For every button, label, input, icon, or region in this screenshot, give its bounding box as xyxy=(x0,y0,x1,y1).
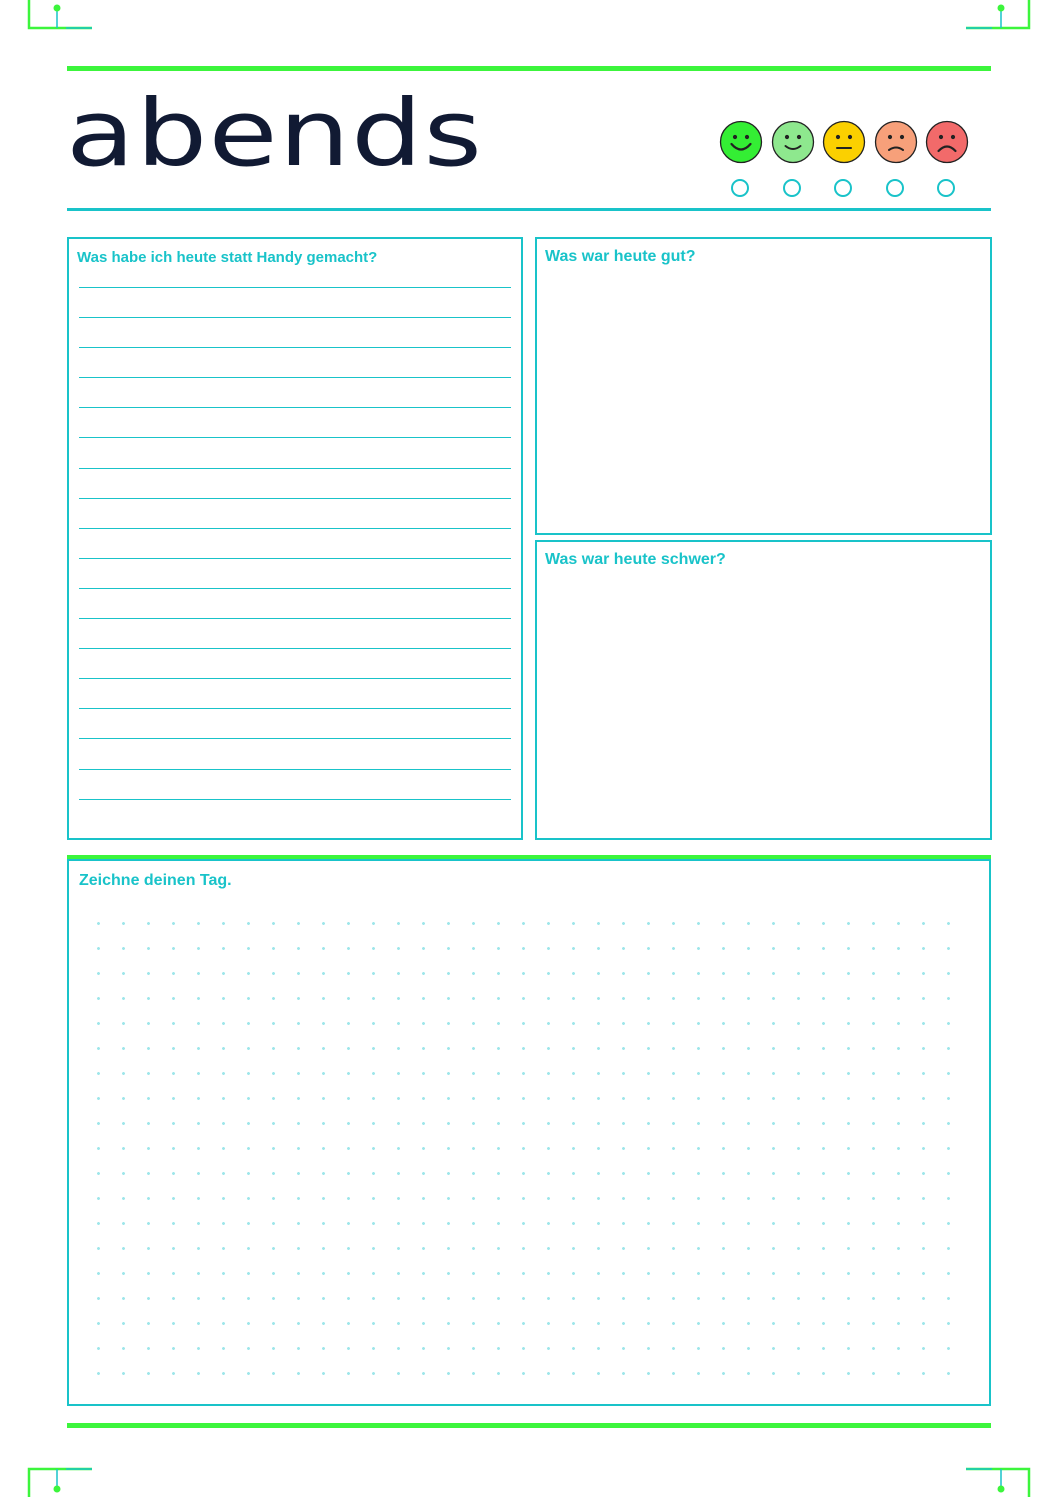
good-today-box[interactable] xyxy=(535,237,992,535)
writing-line xyxy=(79,407,511,408)
hard-today-title: Was war heute schwer? xyxy=(545,551,726,568)
very-sad-face-icon xyxy=(925,120,969,164)
instead-of-phone-box[interactable] xyxy=(67,237,523,840)
writing-line xyxy=(79,377,511,378)
sad-face-icon xyxy=(874,120,918,164)
writing-line xyxy=(79,528,511,529)
writing-line xyxy=(79,588,511,589)
neutral-face-icon xyxy=(822,120,866,164)
writing-line xyxy=(79,708,511,709)
corner-mark-bottom-left xyxy=(26,1465,96,1497)
writing-line xyxy=(79,347,511,348)
top-green-rule xyxy=(67,66,991,71)
writing-line xyxy=(79,738,511,739)
writing-line xyxy=(79,678,511,679)
writing-line xyxy=(79,799,511,800)
writing-line xyxy=(79,498,511,499)
writing-line xyxy=(79,468,511,469)
header-divider xyxy=(67,208,991,211)
draw-day-box[interactable] xyxy=(67,859,991,1406)
mood-radio-very-happy[interactable] xyxy=(731,179,749,197)
dot-grid xyxy=(86,911,972,1394)
writing-line xyxy=(79,769,511,770)
corner-mark-top-left xyxy=(26,0,96,32)
good-today-title: Was war heute gut? xyxy=(545,248,696,265)
writing-line xyxy=(79,437,511,438)
corner-mark-top-right xyxy=(962,0,1032,32)
writing-line xyxy=(79,287,511,288)
page-title: abends xyxy=(66,80,484,187)
corner-mark-bottom-right xyxy=(962,1465,1032,1497)
mood-radio-sad[interactable] xyxy=(886,179,904,197)
very-happy-face-icon xyxy=(719,120,763,164)
mood-radio-neutral[interactable] xyxy=(834,179,852,197)
writing-line xyxy=(79,317,511,318)
ruled-lines xyxy=(79,287,511,829)
mood-selector xyxy=(719,120,971,200)
writing-line xyxy=(79,558,511,559)
bottom-green-rule xyxy=(67,1423,991,1428)
instead-of-phone-title: Was habe ich heute statt Handy gemacht? xyxy=(77,249,378,266)
hard-today-box[interactable] xyxy=(535,540,992,840)
writing-line xyxy=(79,648,511,649)
happy-face-icon xyxy=(771,120,815,164)
draw-day-title: Zeichne deinen Tag. xyxy=(79,872,232,889)
mood-radio-very-sad[interactable] xyxy=(937,179,955,197)
mood-radio-happy[interactable] xyxy=(783,179,801,197)
writing-line xyxy=(79,618,511,619)
